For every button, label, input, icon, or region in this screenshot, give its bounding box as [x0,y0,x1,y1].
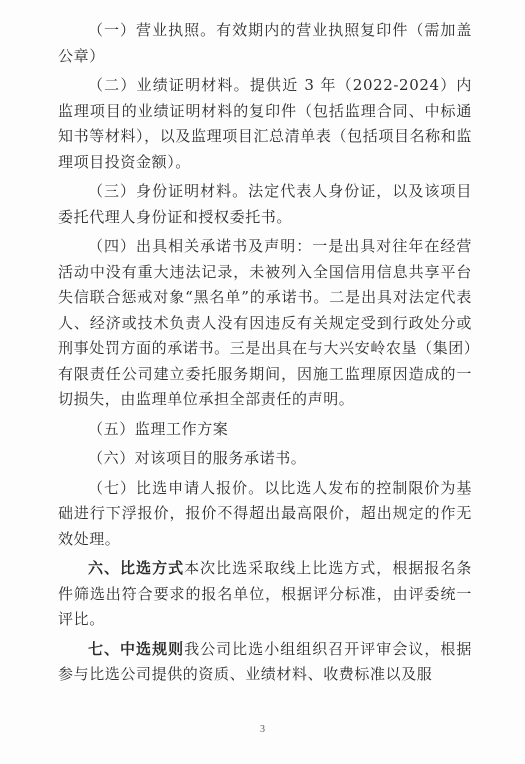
item-business-license: （一）营业执照。有效期内的营业执照复印件（需加盖公章） [58,21,472,65]
section-selection-rules-body: 我公司比选小组组织召开评审会议，根据参与比选公司提供的资质、业绩材料、收费标准以及服 [58,639,472,683]
section-selection-rules-heading: 七、中选规则 [88,639,185,658]
section-selection-method [58,556,472,633]
document-body [58,18,472,688]
item-supervision-plan: （五）监理工作方案 [88,419,229,438]
page-number: 3 [260,724,265,735]
section-selection-method-body: 本次比选采取线上比选方式，根据报名条件筛选出符合要求的报名单位，根据评分标准，由评委统一评比。 [58,559,472,628]
item-service-commitment: （六）对该项目的服务承诺书。 [88,449,307,467]
item-identity-proof: （三）身份证明材料。法定代表人身份证，以及该项目委托代理人身份证和授权委托书。 [58,182,472,226]
item-commitment-statement: （四）出具相关承诺书及声明：一是出具对往年在经营活动中没有重大违法记录，未被列入全国信用信息共享平台失信联合惩戒对象“黑名单”的承诺书。二是出具对法定代表人、经济或技术负责人没有因违反有关规定受到行政处分或刑事处罚方面的承诺书。三是出具在与大兴安岭农垦（集团）有限责任公司建立委托服务期间，因施工监理原因造成的一切损失，由监理单位承担全部责任的声明。 [58,237,472,408]
item-performance-proof: （二）业绩证明材料。提供近 3 年（2022-2024）内监理项目的业绩证明材料的复印件（包括监理合同、中标通知书等材料），以及监理项目汇总清单表（包括项目名称和监理项目投资金额）。 [58,76,472,171]
section-selection-method-heading: 六、比选方式 [88,559,185,577]
section-selection-rules [58,637,472,688]
item-price-quote: （七）比选申请人报价。以比选人发布的控制限价为基础进行下浮报价，报价不得超出最高限价，超出规定的作无效处理。 [58,478,472,548]
